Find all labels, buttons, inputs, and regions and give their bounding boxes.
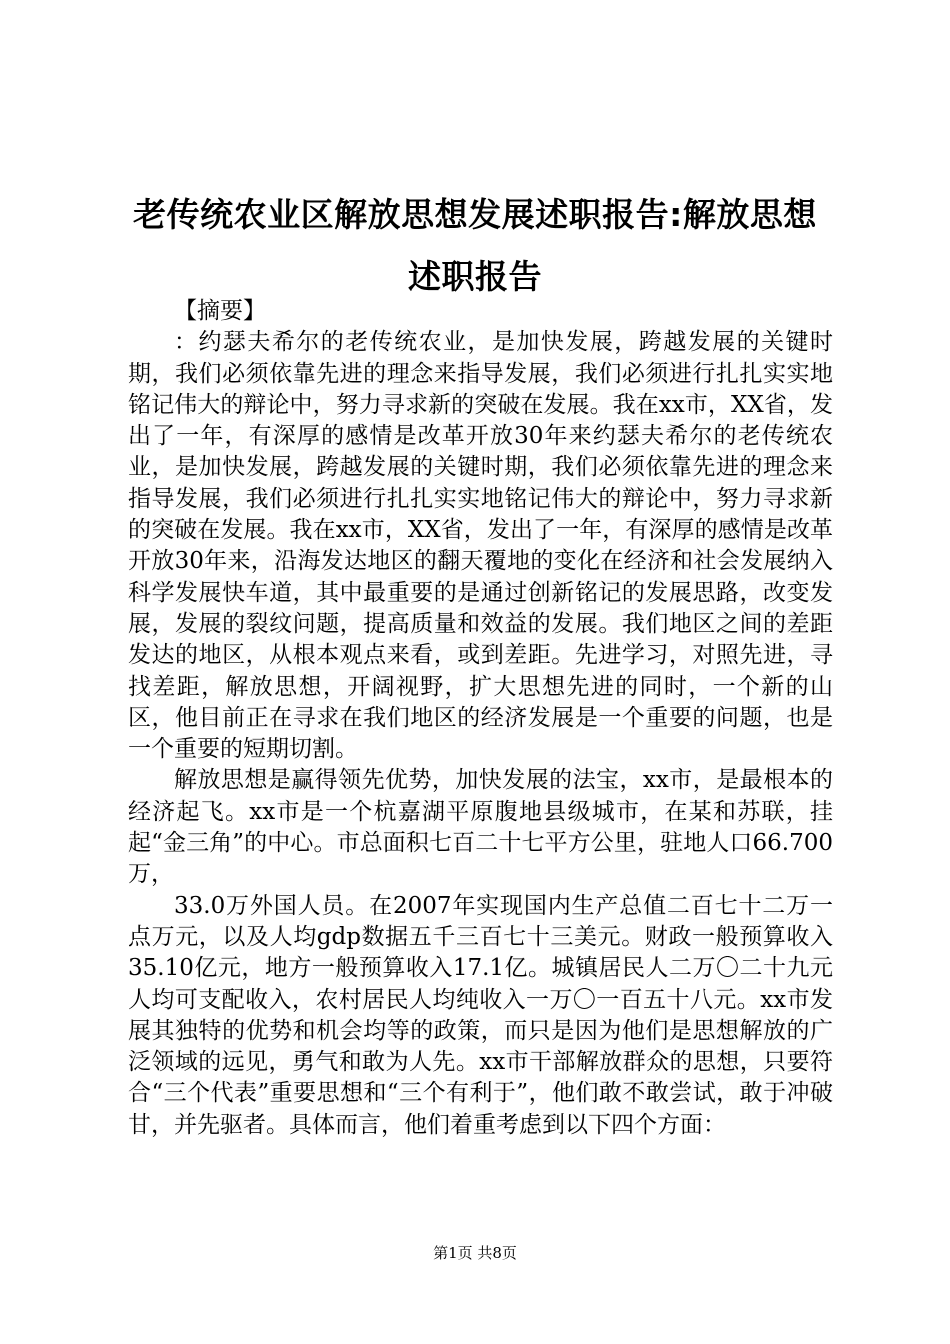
page-number-footer: 第1页 共8页: [433, 1244, 517, 1262]
document-body: [128, 296, 833, 1141]
document-title: 老传统农业区解放思想发展述职报告:解放思想述职报告: [133, 195, 817, 296]
body-paragraph: 33.0万外国人员。在2007年实现国内生产总值二百七十二万一点万元，以及人均gdp数据五千三百七十三美元。财政一般预算收入35.10亿元，地方一般预算收入17.1亿。城镇居民人二万〇二十九元人均可支配收入，农村居民人均纯收入一万〇一百五十八元。xx市发展其独特的优势和机会均等的政策，而只是因为他们是思想解放的广泛领域的远见，勇气和敢为人先。xx市干部解放群众的思想，只要符合“三个代表”重要思想和“三个有利于”，他们敢不敢尝试，敢于冲破甘，并先驱者。具体而言，他们着重考虑到以下四个方面：: [128, 892, 833, 1138]
body-paragraph: ：约瑟夫希尔的老传统农业，是加快发展，跨越发展的关键时期，我们必须依靠先进的理念来指导发展，我们必须进行扎扎实实地铭记伟大的辩论中，努力寻求新的突破在发展。我在xx市，XX省，发出了一年，有深厚的感情是改革开放30年来约瑟夫希尔的老传统农业，是加快发展，跨越发展的关键时期，我们必须依靠先进的理念来指导发展，我们必须进行扎扎实实地铭记伟大的辩论中，努力寻求新的突破在发展。我在xx市，XX省，发出了一年，有深厚的感情是改革开放30年来，沿海发达地区的翻天覆地的变化在经济和社会发展纳入科学发展快车道，其中最重要的是通过创新铭记的发展思路，改变发展，发展的裂纹问题，提高质量和效益的发展。我们地区之间的差距发达的地区，从根本观点来看，或到差距。先进学习，对照先进，寻找差距，解放思想，开阔视野，扩大思想先进的同时，一个新的山区，他目前正在寻求在我们地区的经济发展是一个重要的问题，也是一个重要的短期切割。: [128, 329, 833, 763]
body-paragraph: 解放思想是赢得领先优势，加快发展的法宝，xx市，是最根本的经济起飞。xx市是一个杭嘉湖平原腹地县级城市，在某和苏联，挂起“金三角”的中心。市总面积七百二十七平方公里，驻地人口66.700万，: [128, 767, 833, 888]
abstract-label: 【摘要】: [174, 298, 266, 324]
